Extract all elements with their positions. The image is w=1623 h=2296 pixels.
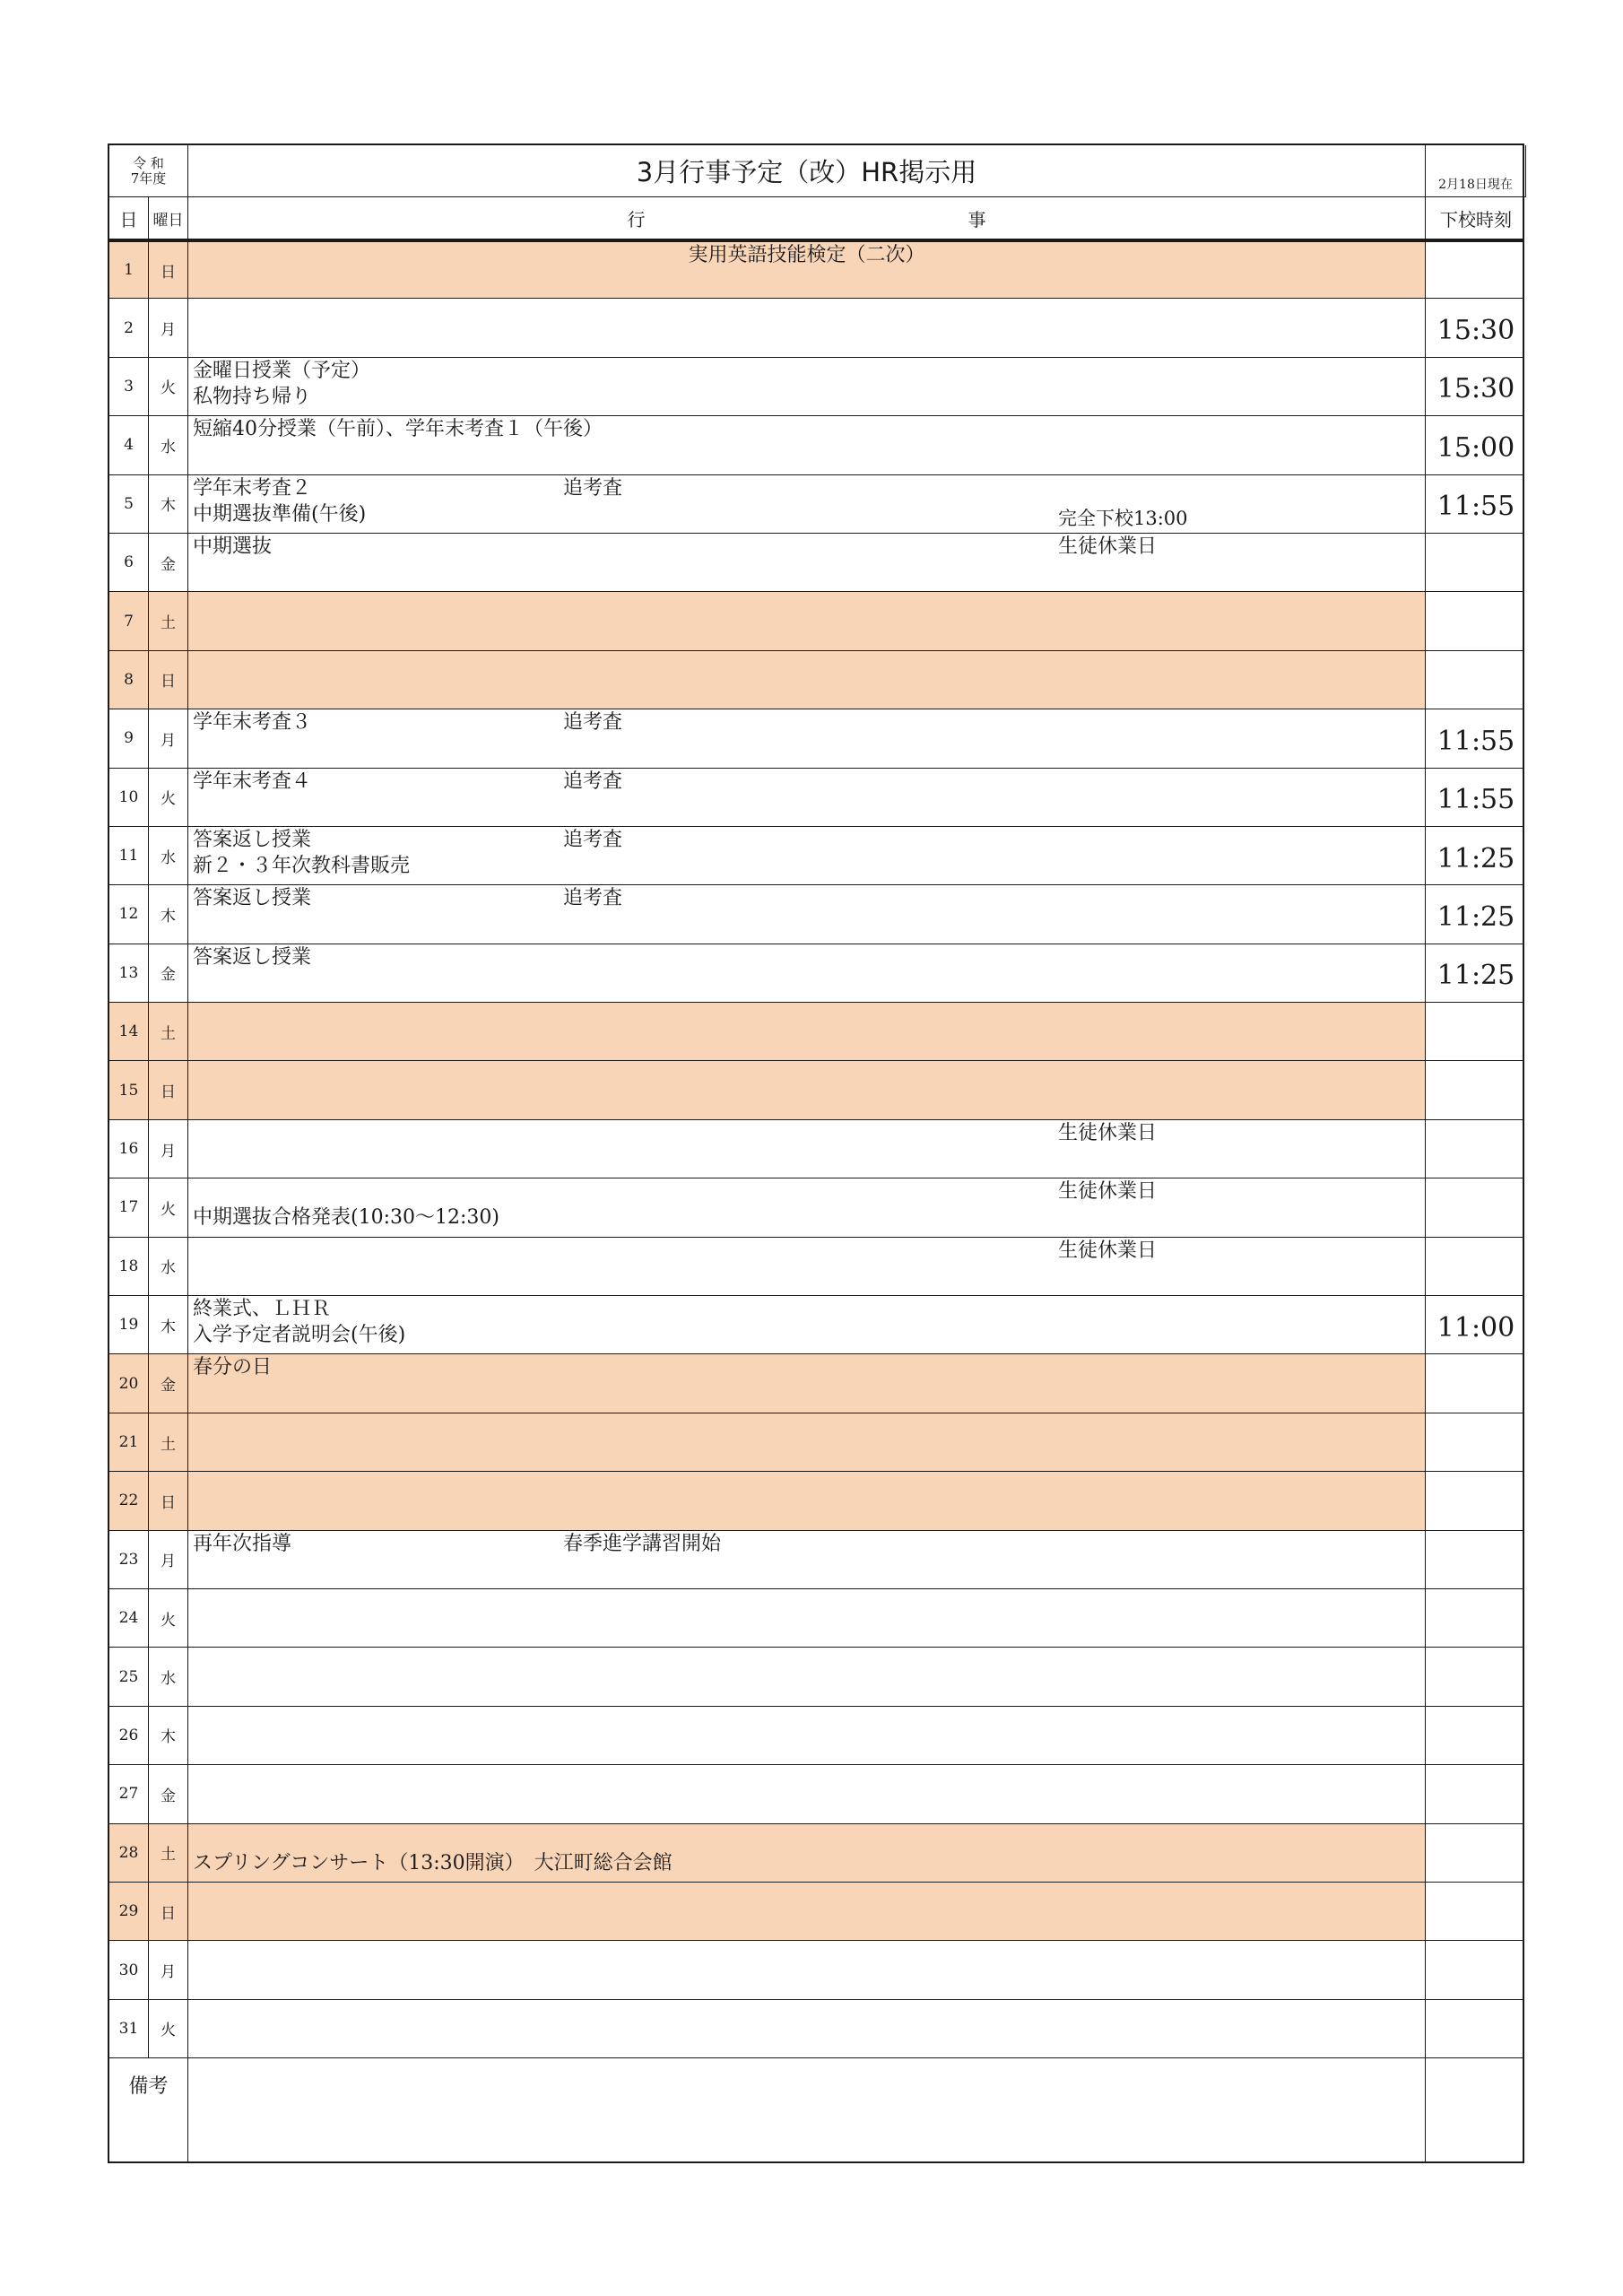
day-number: 16 <box>109 1120 149 1178</box>
dismissal-time <box>1426 1824 1526 1882</box>
event-text: 追考査 <box>563 711 623 735</box>
weekday: 水 <box>149 827 188 884</box>
event-text: 実用英語技能検定（二次） <box>688 244 925 266</box>
day-number: 26 <box>109 1707 149 1764</box>
weekday: 火 <box>149 1589 188 1647</box>
column-header-events-a: 行 <box>627 208 646 230</box>
era-line2: 7年度 <box>130 170 167 187</box>
column-header-time: 下校時刻 <box>1440 208 1512 230</box>
event-cell <box>188 651 1426 709</box>
weekday: 日 <box>149 1061 188 1118</box>
event-cell <box>188 1003 1426 1060</box>
day-number: 18 <box>109 1238 149 1295</box>
event-cell <box>188 885 1426 943</box>
dismissal-time: 11:00 <box>1436 1311 1515 1344</box>
event-cell <box>188 1296 1426 1353</box>
dismissal-time <box>1426 592 1526 649</box>
day-number: 19 <box>109 1296 149 1353</box>
event-cell <box>188 592 1426 649</box>
event-text: 中期選抜 <box>193 535 273 558</box>
table-row <box>109 475 1523 534</box>
table-row <box>109 827 1523 885</box>
dismissal-time <box>1426 1648 1526 1705</box>
weekday: 土 <box>149 1413 188 1471</box>
event-text: 学年末考査３ <box>193 711 312 735</box>
event-cell <box>188 358 1426 415</box>
day-number: 12 <box>109 885 149 943</box>
table-row <box>109 592 1523 650</box>
dismissal-time <box>1426 651 1526 709</box>
event-text: 生徒休業日 <box>1058 1239 1158 1262</box>
day-number: 28 <box>109 1824 149 1882</box>
dismissal-time <box>1426 1472 1526 1529</box>
table-row <box>109 299 1523 357</box>
event-text: 学年末考査２ <box>193 476 312 500</box>
table-row <box>109 416 1523 474</box>
event-cell <box>188 944 1426 1002</box>
weekday: 土 <box>149 1003 188 1060</box>
day-number: 30 <box>109 1941 149 1998</box>
weekday: 金 <box>149 1354 188 1412</box>
dismissal-time <box>1426 1883 1526 1940</box>
day-number: 11 <box>109 827 149 884</box>
table-row <box>109 1531 1523 1589</box>
weekday: 火 <box>149 769 188 826</box>
page-title: 3月行事予定（改）HR掲示用 <box>188 145 1426 197</box>
event-cell <box>188 242 1426 298</box>
weekday: 日 <box>149 1883 188 1940</box>
table-row <box>109 1296 1523 1354</box>
event-cell <box>188 1472 1426 1529</box>
weekday: 月 <box>149 1120 188 1178</box>
event-cell <box>188 1883 1426 1940</box>
table-row <box>109 1472 1523 1530</box>
table-row <box>109 358 1523 416</box>
day-number: 17 <box>109 1178 149 1236</box>
column-header-day: 日 <box>109 197 149 239</box>
day-number: 7 <box>109 592 149 649</box>
event-cell <box>188 1178 1426 1236</box>
event-cell <box>188 475 1426 533</box>
table-row <box>109 1883 1523 1941</box>
day-number: 4 <box>109 416 149 474</box>
weekday: 水 <box>149 1648 188 1705</box>
event-cell <box>188 1824 1426 1882</box>
dismissal-time <box>1426 1941 1526 1998</box>
event-cell <box>188 1354 1426 1412</box>
day-number: 27 <box>109 1765 149 1822</box>
event-text: 春分の日 <box>193 1356 273 1379</box>
event-text: 終業式、ＬＨＲ <box>193 1298 332 1321</box>
event-cell <box>188 299 1426 356</box>
event-text: 答案返し授業 <box>193 945 312 969</box>
table-row <box>109 885 1523 944</box>
event-text: 完全下校13:00 <box>1058 507 1188 529</box>
table-row <box>109 1589 1523 1648</box>
event-cell <box>188 534 1426 591</box>
event-text: 中期選抜準備(午後) <box>193 502 367 526</box>
event-text: 学年末考査４ <box>193 770 312 793</box>
event-text: 金曜日授業（予定） <box>193 359 371 382</box>
day-number: 10 <box>109 769 149 826</box>
event-text: 短縮40分授業（午前）、学年末考査１（午後） <box>193 418 603 441</box>
event-cell <box>188 416 1426 474</box>
weekday: 月 <box>149 709 188 767</box>
weekday: 水 <box>149 1238 188 1295</box>
day-number: 29 <box>109 1883 149 1940</box>
day-number: 24 <box>109 1589 149 1647</box>
table-row <box>109 2000 1523 2058</box>
weekday: 土 <box>149 592 188 649</box>
dismissal-time: 15:30 <box>1436 373 1515 405</box>
weekday: 金 <box>149 534 188 591</box>
weekday: 金 <box>149 944 188 1002</box>
table-row <box>109 709 1523 768</box>
dismissal-time <box>1426 1531 1526 1588</box>
header-block <box>108 144 1524 240</box>
event-cell <box>188 1765 1426 1822</box>
day-number: 1 <box>109 242 149 298</box>
event-cell <box>188 2000 1426 2057</box>
schedule-sheet <box>108 144 1524 2163</box>
dismissal-time <box>1426 1178 1526 1236</box>
table-row <box>109 240 1523 299</box>
day-number: 20 <box>109 1354 149 1412</box>
schedule-rows <box>108 240 1524 2058</box>
notes-label: 備考 <box>109 2058 188 2161</box>
dismissal-time <box>1426 1589 1526 1647</box>
weekday: 火 <box>149 358 188 415</box>
weekday: 木 <box>149 885 188 943</box>
weekday: 日 <box>149 242 188 298</box>
dismissal-time <box>1426 1413 1526 1471</box>
dismissal-time: 15:30 <box>1436 315 1515 347</box>
event-text: 答案返し授業 <box>193 887 312 910</box>
column-header-events <box>188 197 1426 239</box>
table-row <box>109 1178 1523 1237</box>
weekday: 木 <box>149 1296 188 1353</box>
table-row <box>109 1061 1523 1119</box>
event-text: 再年次指導 <box>193 1532 292 1555</box>
day-number: 14 <box>109 1003 149 1060</box>
table-row <box>109 1648 1523 1706</box>
table-row <box>109 1707 1523 1765</box>
dismissal-time <box>1426 1707 1526 1764</box>
event-text: スプリングコンサート（13:30開演） 大江町総合会館 <box>193 1851 673 1874</box>
dismissal-time <box>1426 534 1526 591</box>
event-cell <box>188 1120 1426 1178</box>
event-text: 私物持ち帰り <box>193 385 312 408</box>
weekday: 木 <box>149 475 188 533</box>
notes-body <box>188 2058 1426 2161</box>
event-text: 追考査 <box>563 887 623 910</box>
table-row <box>109 651 1523 709</box>
event-cell <box>188 1238 1426 1295</box>
day-number: 31 <box>109 2000 149 2057</box>
event-text: 追考査 <box>563 476 623 500</box>
as-of-date: 2月18日現在 <box>1426 145 1526 197</box>
dismissal-time <box>1426 1120 1526 1178</box>
event-text: 春季進学講習開始 <box>563 1532 722 1555</box>
event-cell <box>188 1061 1426 1118</box>
event-text: 追考査 <box>563 770 623 793</box>
dismissal-time: 11:25 <box>1436 960 1515 992</box>
table-row <box>109 1941 1523 1999</box>
dismissal-time <box>1426 1354 1526 1412</box>
table-row <box>109 1120 1523 1178</box>
event-text: 新２・３年次教科書販売 <box>193 854 411 877</box>
day-number: 15 <box>109 1061 149 1118</box>
dismissal-time: 11:25 <box>1436 842 1515 874</box>
day-number: 5 <box>109 475 149 533</box>
event-text: 答案返し授業 <box>193 828 312 851</box>
weekday: 月 <box>149 1531 188 1588</box>
table-row <box>109 1413 1523 1472</box>
weekday: 火 <box>149 2000 188 2057</box>
dismissal-time <box>1426 2000 1526 2057</box>
day-number: 21 <box>109 1413 149 1471</box>
day-number: 13 <box>109 944 149 1002</box>
dismissal-time: 11:55 <box>1436 725 1515 757</box>
dismissal-time <box>1426 1003 1526 1060</box>
weekday: 日 <box>149 1472 188 1529</box>
notes-row <box>108 2058 1524 2163</box>
dismissal-time <box>1426 1238 1526 1295</box>
era-label <box>109 145 188 197</box>
table-row <box>109 534 1523 592</box>
weekday: 土 <box>149 1824 188 1882</box>
dismissal-time: 11:55 <box>1436 491 1515 523</box>
event-cell <box>188 1589 1426 1647</box>
event-cell <box>188 1648 1426 1705</box>
day-number: 25 <box>109 1648 149 1705</box>
weekday: 木 <box>149 1707 188 1764</box>
event-cell <box>188 827 1426 884</box>
dismissal-time: 11:25 <box>1436 900 1515 933</box>
day-number: 8 <box>109 651 149 709</box>
day-number: 6 <box>109 534 149 591</box>
weekday: 月 <box>149 299 188 356</box>
day-number: 22 <box>109 1472 149 1529</box>
event-text: 生徒休業日 <box>1058 1121 1158 1144</box>
column-header-events-b: 事 <box>968 208 986 230</box>
dismissal-time <box>1426 242 1526 298</box>
event-text: 生徒休業日 <box>1058 535 1158 558</box>
dismissal-time: 15:00 <box>1436 431 1515 464</box>
day-number: 23 <box>109 1531 149 1588</box>
event-cell <box>188 1531 1426 1588</box>
event-text: 中期選抜合格発表(10:30～12:30) <box>193 1206 499 1230</box>
table-row <box>109 1824 1523 1883</box>
table-row <box>109 1354 1523 1413</box>
event-text: 入学予定者説明会(午後) <box>193 1324 406 1347</box>
weekday: 火 <box>149 1178 188 1236</box>
weekday: 月 <box>149 1941 188 1998</box>
table-row <box>109 1765 1523 1823</box>
event-cell <box>188 1707 1426 1764</box>
event-cell <box>188 709 1426 767</box>
weekday: 日 <box>149 651 188 709</box>
column-header-weekday: 曜日 <box>149 197 188 239</box>
weekday: 水 <box>149 416 188 474</box>
day-number: 2 <box>109 299 149 356</box>
weekday: 金 <box>149 1765 188 1822</box>
dismissal-time: 11:55 <box>1436 784 1515 816</box>
dismissal-time <box>1426 1061 1526 1118</box>
table-row <box>109 769 1523 827</box>
era-line1: 令 和 <box>133 154 164 171</box>
event-cell <box>188 1941 1426 1998</box>
notes-time <box>1426 2058 1526 2161</box>
event-cell <box>188 1413 1426 1471</box>
table-row <box>109 1238 1523 1296</box>
dismissal-time <box>1426 1765 1526 1822</box>
event-text: 追考査 <box>563 828 623 851</box>
day-number: 9 <box>109 709 149 767</box>
event-text: 生徒休業日 <box>1058 1180 1158 1204</box>
table-row <box>109 944 1523 1003</box>
day-number: 3 <box>109 358 149 415</box>
table-row <box>109 1003 1523 1061</box>
event-cell <box>188 769 1426 826</box>
